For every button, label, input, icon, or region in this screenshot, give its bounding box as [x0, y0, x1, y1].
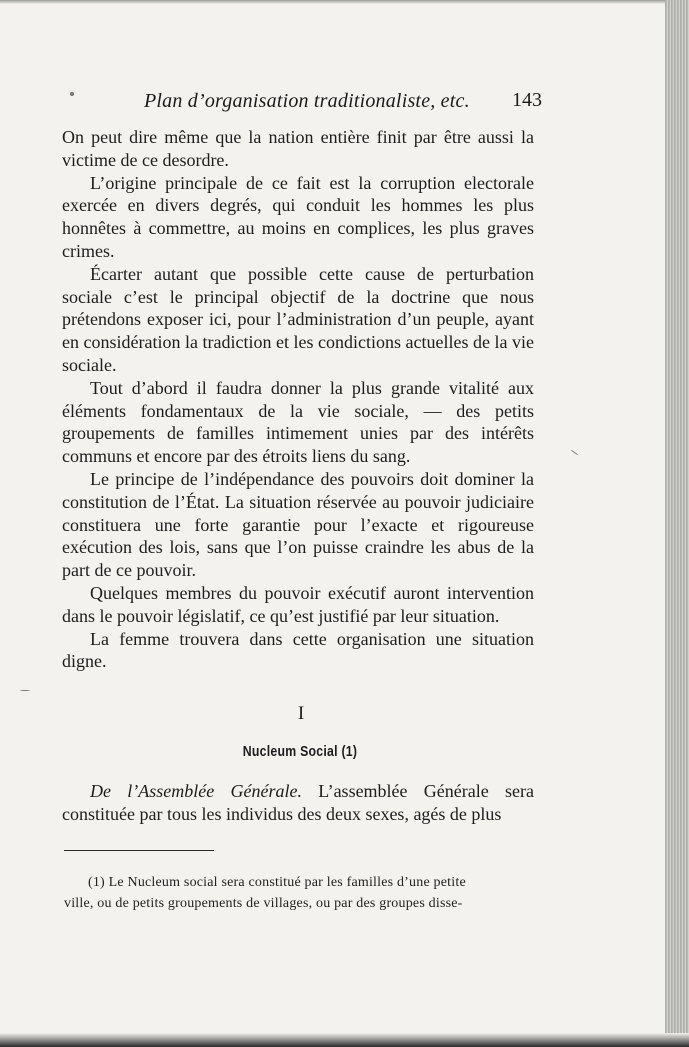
footnote [64, 872, 534, 914]
body-text [62, 126, 534, 673]
paragraph: On peut dire même que la nation entière finit par être aussi la victime de ce desordre. [62, 127, 534, 170]
footnote-rule [64, 850, 214, 851]
ink-speck [571, 450, 579, 456]
ink-speck [70, 92, 74, 96]
section-numeral: I [297, 703, 305, 724]
section-lead-text: L’assemblée Générale sera constituée par tous les individus des deux sexes, agés de plus [62, 781, 534, 824]
page-number: 143 [512, 89, 542, 111]
running-title: Plan d’organisation traditionaliste, etc. [144, 90, 470, 112]
footnote-text-1: Le Nucleum social sera constitué par les familles d’une petite [104, 875, 466, 890]
page-bottom-edge [0, 1033, 689, 1047]
paragraph: La femme trouvera dans cette organisation une situation digne. [62, 628, 534, 672]
section-heading: Nucleum Social (1) [242, 743, 358, 760]
footnote-text-2: ville, ou de petits groupements de villages, ou par des groupes disse- [64, 896, 463, 911]
page-edge-stack [665, 0, 689, 1047]
section-paragraph [62, 780, 534, 826]
paragraph: Le principe de l’indépendance des pouvoirs doit dominer la constitution de l’État. La situation réservée au pouvoir judiciaire constituera une forte garantie pour l’exacte et rigoureuse exécution des lois, sans que l’on puisse craindre les abus de la part de ce pouvoir. [62, 468, 534, 581]
ink-speck [20, 690, 30, 691]
footnote-line [88, 872, 534, 893]
paragraph: Tout d’abord il faudra donner la plus grande vitalité aux éléments fondamentaux de la vie sociale, — des petits groupements de familles intimement unies par des intérêts communs et encore par des étroits liens du sang. [62, 377, 534, 467]
section-lead-italic: De l’Assemblée Générale. [90, 781, 302, 801]
running-header [140, 88, 542, 116]
page-top-edge [0, 0, 689, 4]
paragraph: Écarter autant que possible cette cause de perturbation sociale c’est le principal objectif de la doctrine que nous prétendons exposer ici, pour l’administration d’un peuple, ayant en considération la tradiction et les condictions actuelles de la vie sociale. [62, 263, 534, 375]
paragraph: Quelques membres du pouvoir exécutif auront intervention dans le pouvoir législatif, ce qu’est justifié par leur situation. [62, 582, 534, 626]
paragraph: L’origine principale de ce fait est la corruption electorale exercée en divers degrés, qui conduit les hommes les plus honnêtes à commettre, au moins en complices, les plus graves crimes. [62, 172, 534, 261]
footnote-marker: (1) [88, 875, 105, 890]
